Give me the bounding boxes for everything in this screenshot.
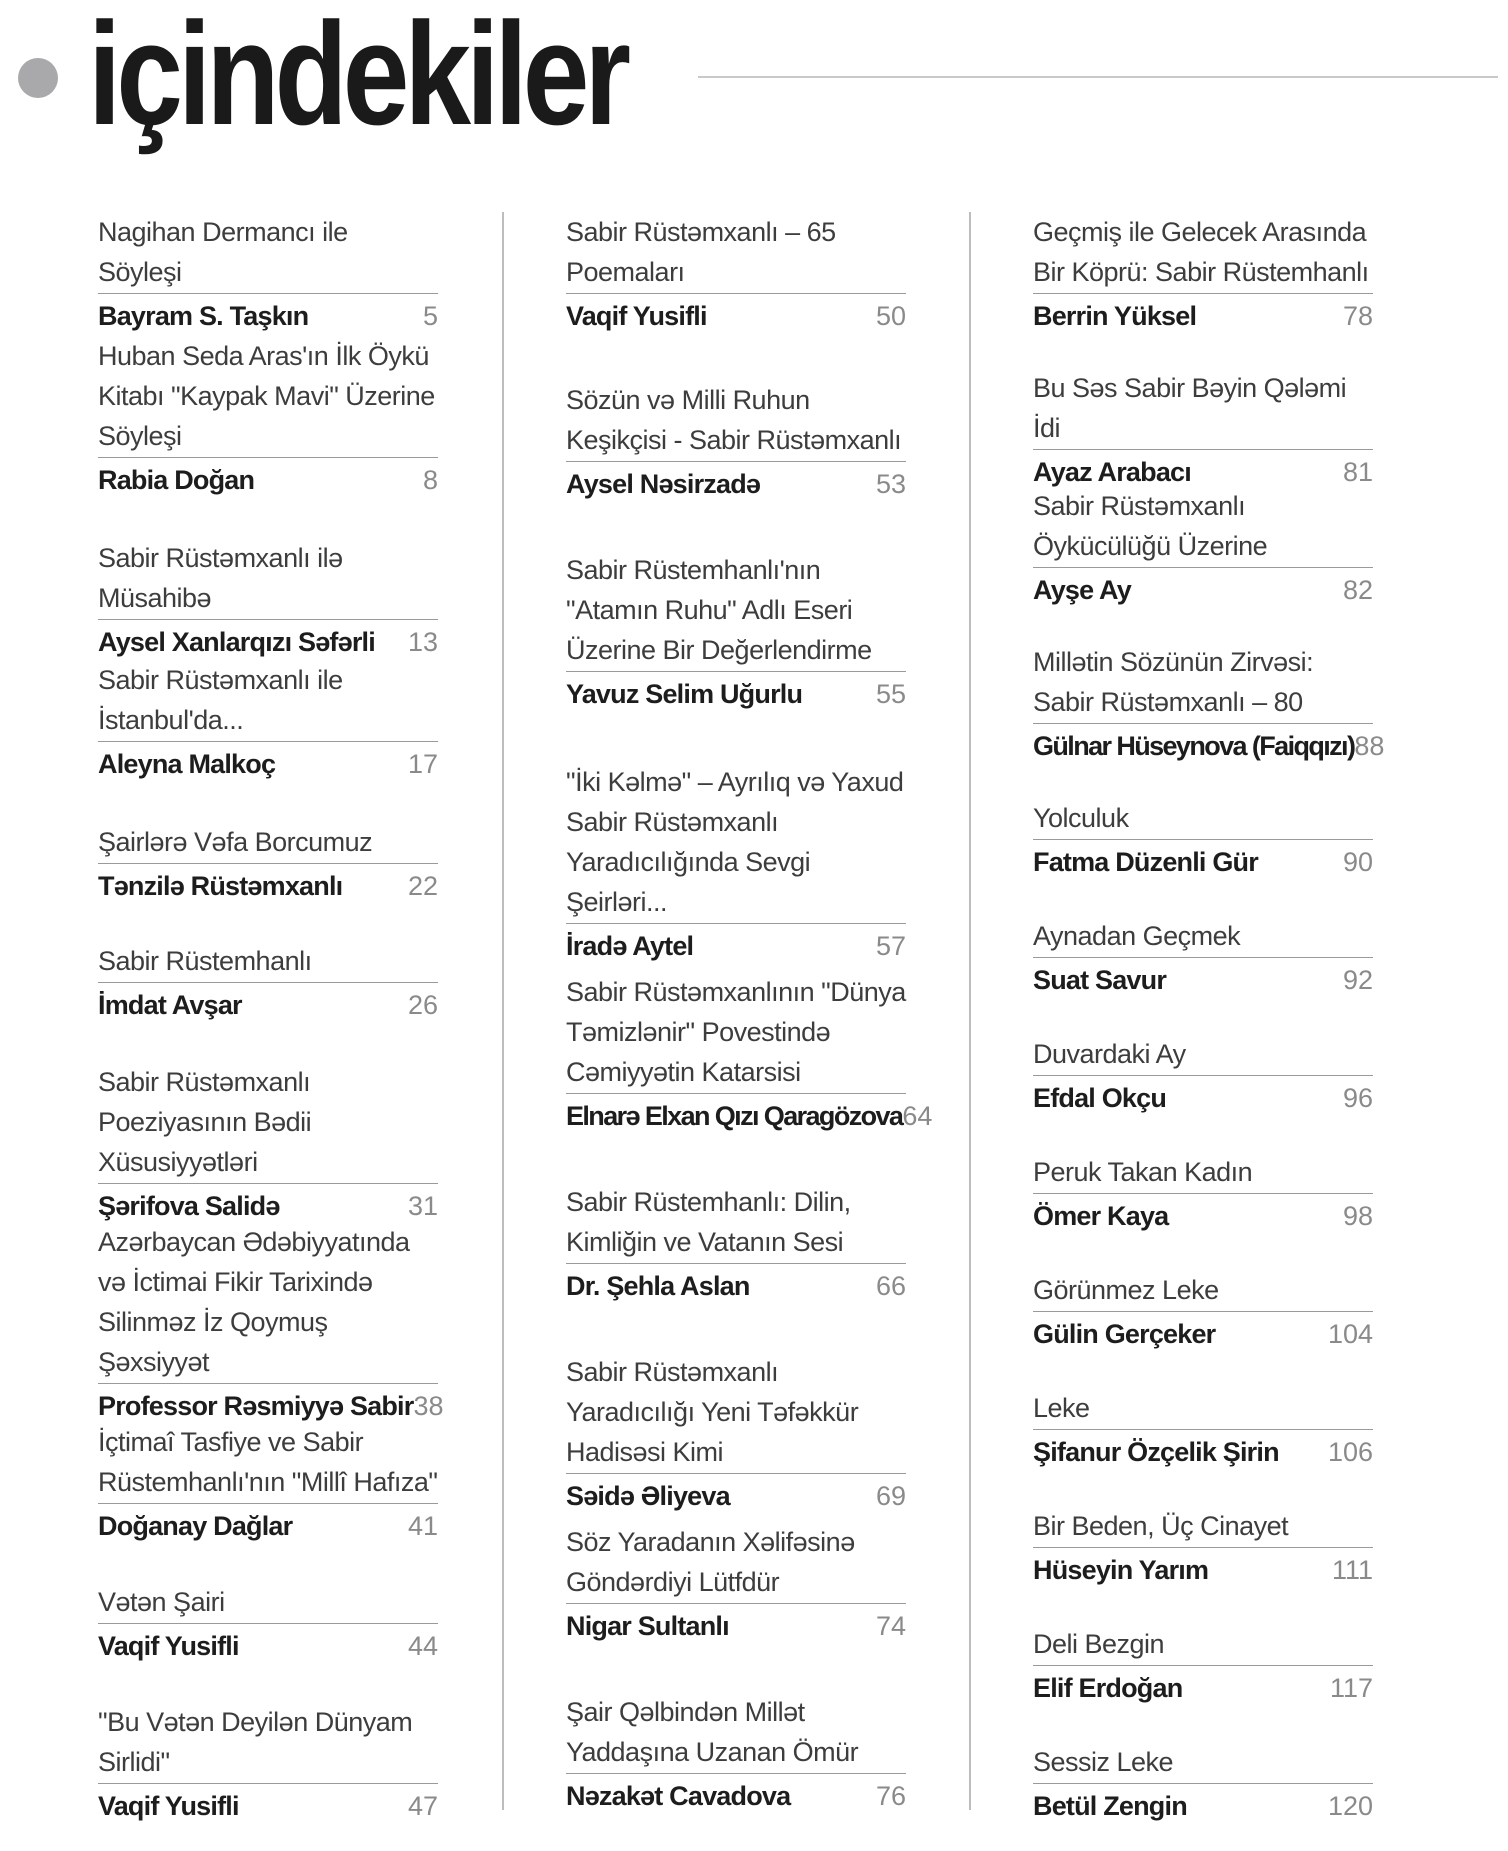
toc-entry[interactable] bbox=[98, 822, 438, 906]
entry-page: 104 bbox=[1327, 1319, 1373, 1349]
entry-author: Aysel Xanlarqızı Səfərli bbox=[98, 627, 375, 657]
entry-author: Ayaz Arabacı bbox=[1033, 457, 1191, 487]
toc-entry[interactable] bbox=[1033, 1388, 1373, 1472]
entry-title: Deli Bezgin bbox=[1033, 1624, 1373, 1666]
entry-title: Sözün və Milli Ruhun Keşikçisi - Sabir Rüstəmxanlı bbox=[566, 380, 906, 462]
entry-page: 41 bbox=[407, 1511, 438, 1541]
entry-author: Berrin Yüksel bbox=[1033, 301, 1197, 331]
entry-title: Sabir Rüstəmxanlı Yaradıcılığı Yeni Təfəkkür Hadisəsi Kimi bbox=[566, 1352, 906, 1474]
entry-page: 47 bbox=[407, 1791, 438, 1821]
entry-title: Şair Qəlbindən Millət Yaddaşına Uzanan Ömür bbox=[566, 1692, 906, 1774]
toc-entry[interactable] bbox=[1033, 368, 1373, 492]
entry-author: Aysel Nəsirzadə bbox=[566, 469, 761, 499]
entry-author: Vaqif Yusifli bbox=[566, 301, 707, 331]
entry-author: Gülnar Hüseynova (Faiqqızı) bbox=[1033, 731, 1355, 761]
entry-page: 8 bbox=[422, 465, 438, 495]
toc-entry[interactable] bbox=[566, 762, 906, 966]
entry-title: Sabir Rüstəmxanlı Poeziyasının Bədii Xüsusiyyətləri bbox=[98, 1062, 438, 1184]
toc-entry[interactable] bbox=[98, 336, 438, 500]
entry-title: Duvardaki Ay bbox=[1033, 1034, 1373, 1076]
entry-author: Şərifova Salidə bbox=[98, 1191, 280, 1221]
entry-title: Sabir Rüstemhanlı: Dilin, Kimliğin ve Vatanın Sesi bbox=[566, 1182, 906, 1264]
toc-entry[interactable] bbox=[98, 1422, 438, 1546]
entry-author: Səidə Əliyeva bbox=[566, 1481, 730, 1511]
entry-page: 53 bbox=[875, 469, 906, 499]
entry-title: Sabir Rüstəmxanlı Öykücülüğü Üzerine bbox=[1033, 486, 1373, 568]
entry-page: 22 bbox=[407, 871, 438, 901]
entry-author: Professor Rəsmiyyə Sabir bbox=[98, 1391, 414, 1421]
entry-title: "Bu Vətən Deyilən Dünyam Sirlidi" bbox=[98, 1702, 438, 1784]
page-title: içindekiler bbox=[88, 0, 627, 155]
toc-entry[interactable] bbox=[566, 380, 906, 504]
toc-entry[interactable] bbox=[1033, 1624, 1373, 1708]
entry-page: 82 bbox=[1342, 575, 1373, 605]
entry-author: Doğanay Dağlar bbox=[98, 1511, 293, 1541]
entry-page: 64 bbox=[902, 1101, 933, 1131]
column-divider bbox=[502, 212, 504, 1810]
bullet-dot bbox=[18, 58, 58, 98]
entry-title: Sessiz Leke bbox=[1033, 1742, 1373, 1784]
toc-entry[interactable] bbox=[1033, 212, 1373, 336]
entry-title: Geçmiş ile Gelecek Arasında Bir Köprü: Sabir Rüstemhanlı bbox=[1033, 212, 1373, 294]
entry-author: Rabia Doğan bbox=[98, 465, 255, 495]
toc-entry[interactable] bbox=[98, 660, 438, 784]
entry-title: Huban Seda Aras'ın İlk Öykü Kitabı "Kaypak Mavi" Üzerine Söyleşi bbox=[98, 336, 438, 458]
entry-author: Elnarə Elxan Qızı Qaragözova bbox=[566, 1101, 903, 1131]
entry-title: Vətən Şairi bbox=[98, 1582, 438, 1624]
toc-entry[interactable] bbox=[1033, 1742, 1373, 1826]
toc-entry[interactable] bbox=[566, 1352, 906, 1516]
toc-entry[interactable] bbox=[566, 212, 906, 336]
entry-author: Suat Savur bbox=[1033, 965, 1167, 995]
entry-title: Söz Yaradanın Xəlifəsinə Göndərdiyi Lütfdür bbox=[566, 1522, 906, 1604]
entry-page: 5 bbox=[422, 301, 438, 331]
toc-entry[interactable] bbox=[566, 972, 933, 1136]
entry-title: Bu Səs Sabir Bəyin Qələmi İdi bbox=[1033, 368, 1373, 450]
entry-author: Tənzilə Rüstəmxanlı bbox=[98, 871, 343, 901]
entry-title: Bir Beden, Üç Cinayet bbox=[1033, 1506, 1373, 1548]
entry-title: Sabir Rüstemhanlı'nın "Atamın Ruhu" Adlı Eseri Üzerine Bir Değerlendirme bbox=[566, 550, 906, 672]
entry-author: Nigar Sultanlı bbox=[566, 1611, 729, 1641]
entry-title: "İki Kəlmə" – Ayrılıq və Yaxud Sabir Rüstəmxanlı Yaradıcılığında Sevgi Şeirləri... bbox=[566, 762, 906, 924]
page-header bbox=[0, 0, 1508, 160]
entry-page: 26 bbox=[407, 990, 438, 1020]
column-divider bbox=[969, 212, 971, 1810]
entry-title: Millətin Sözünün Zirvəsi: Sabir Rüstəmxanlı – 80 bbox=[1033, 642, 1373, 724]
toc-entry[interactable] bbox=[1033, 1152, 1373, 1236]
entry-author: Efdal Okçu bbox=[1033, 1083, 1167, 1113]
entry-page: 69 bbox=[875, 1481, 906, 1511]
entry-page: 111 bbox=[1331, 1555, 1373, 1585]
entry-page: 57 bbox=[875, 931, 906, 961]
entry-author: Yavuz Selim Uğurlu bbox=[566, 679, 803, 709]
toc-entry[interactable] bbox=[1033, 642, 1385, 766]
entry-author: Dr. Şehla Aslan bbox=[566, 1271, 750, 1301]
entry-author: Elif Erdoğan bbox=[1033, 1673, 1183, 1703]
entry-title: Şairlərə Vəfa Borcumuz bbox=[98, 822, 438, 864]
toc-entry[interactable] bbox=[1033, 798, 1373, 882]
entry-title: Nagihan Dermancı ile Söyleşi bbox=[98, 212, 438, 294]
toc-entry[interactable] bbox=[1033, 1034, 1373, 1118]
entry-page: 88 bbox=[1354, 731, 1385, 761]
entry-title: Sabir Rüstəmxanlının "Dünya Təmizlənir" Povestində Cəmiyyətin Katarsisi bbox=[566, 972, 906, 1094]
entry-author: Fatma Düzenli Gür bbox=[1033, 847, 1258, 877]
entry-author: Aleyna Malkoç bbox=[98, 749, 276, 779]
toc-entry[interactable] bbox=[566, 550, 906, 714]
entry-author: Şifanur Özçelik Şirin bbox=[1033, 1437, 1279, 1467]
entry-author: Hüseyin Yarım bbox=[1033, 1555, 1209, 1585]
toc-entry[interactable] bbox=[566, 1182, 906, 1306]
toc-entry[interactable] bbox=[98, 212, 438, 336]
entry-page: 13 bbox=[407, 627, 438, 657]
entry-page: 50 bbox=[875, 301, 906, 331]
toc-entry[interactable] bbox=[1033, 1270, 1373, 1354]
entry-page: 96 bbox=[1342, 1083, 1373, 1113]
entry-page: 120 bbox=[1327, 1791, 1373, 1821]
entry-author: Vaqif Yusifli bbox=[98, 1791, 239, 1821]
entry-title: Yolculuk bbox=[1033, 798, 1373, 840]
entry-page: 90 bbox=[1342, 847, 1373, 877]
entry-title: Sabir Rüstəmxanlı ilə Müsahibə bbox=[98, 538, 438, 620]
entry-title: İçtimaî Tasfiye ve Sabir Rüstemhanlı'nın "Millî Hafıza" bbox=[98, 1422, 438, 1504]
entry-page: 92 bbox=[1342, 965, 1373, 995]
entry-page: 44 bbox=[407, 1631, 438, 1661]
entry-page: 98 bbox=[1342, 1201, 1373, 1231]
entry-page: 66 bbox=[875, 1271, 906, 1301]
toc-entry[interactable] bbox=[98, 1062, 438, 1226]
toc-entry[interactable] bbox=[98, 1702, 438, 1826]
toc-entry[interactable] bbox=[98, 1222, 444, 1426]
entry-page: 106 bbox=[1327, 1437, 1373, 1467]
header-rule bbox=[698, 76, 1498, 78]
entry-title: Sabir Rüstemhanlı bbox=[98, 941, 438, 983]
toc-entry[interactable] bbox=[98, 538, 438, 662]
entry-author: İradə Aytel bbox=[566, 931, 694, 961]
entry-page: 81 bbox=[1342, 457, 1373, 487]
entry-page: 55 bbox=[875, 679, 906, 709]
entry-page: 78 bbox=[1342, 301, 1373, 331]
entry-title: Peruk Takan Kadın bbox=[1033, 1152, 1373, 1194]
entry-title: Leke bbox=[1033, 1388, 1373, 1430]
entry-page: 76 bbox=[875, 1781, 906, 1811]
toc-entry[interactable] bbox=[98, 941, 438, 1025]
entry-title: Sabir Rüstəmxanlı ile İstanbul'da... bbox=[98, 660, 438, 742]
entry-page: 117 bbox=[1329, 1673, 1373, 1703]
entry-author: Vaqif Yusifli bbox=[98, 1631, 239, 1661]
toc-entry[interactable] bbox=[1033, 916, 1373, 1000]
entry-page: 17 bbox=[407, 749, 438, 779]
toc-entry[interactable] bbox=[1033, 1506, 1373, 1590]
entry-title: Aynadan Geçmek bbox=[1033, 916, 1373, 958]
entry-author: Gülin Gerçeker bbox=[1033, 1319, 1216, 1349]
entry-author: İmdat Avşar bbox=[98, 990, 242, 1020]
entry-author: Betül Zengin bbox=[1033, 1791, 1187, 1821]
toc-entry[interactable] bbox=[566, 1692, 906, 1816]
entry-title: Görünmez Leke bbox=[1033, 1270, 1373, 1312]
entry-author: Ayşe Ay bbox=[1033, 575, 1131, 605]
entry-page: 38 bbox=[413, 1391, 444, 1421]
toc-entry[interactable] bbox=[98, 1582, 438, 1666]
toc-entry[interactable] bbox=[566, 1522, 906, 1646]
entry-author: Ömer Kaya bbox=[1033, 1201, 1169, 1231]
entry-title: Sabir Rüstəmxanlı – 65 Poemaları bbox=[566, 212, 906, 294]
entry-author: Bayram S. Taşkın bbox=[98, 301, 309, 331]
entry-title: Azərbaycan Ədəbiyyatında və İctimai Fikir Tarixində Silinməz İz Qoymuş Şəxsiyyət bbox=[98, 1222, 438, 1384]
entry-author: Nəzakət Cavadova bbox=[566, 1781, 791, 1811]
entry-page: 31 bbox=[407, 1191, 438, 1221]
entry-page: 74 bbox=[875, 1611, 906, 1641]
toc-entry[interactable] bbox=[1033, 486, 1373, 610]
